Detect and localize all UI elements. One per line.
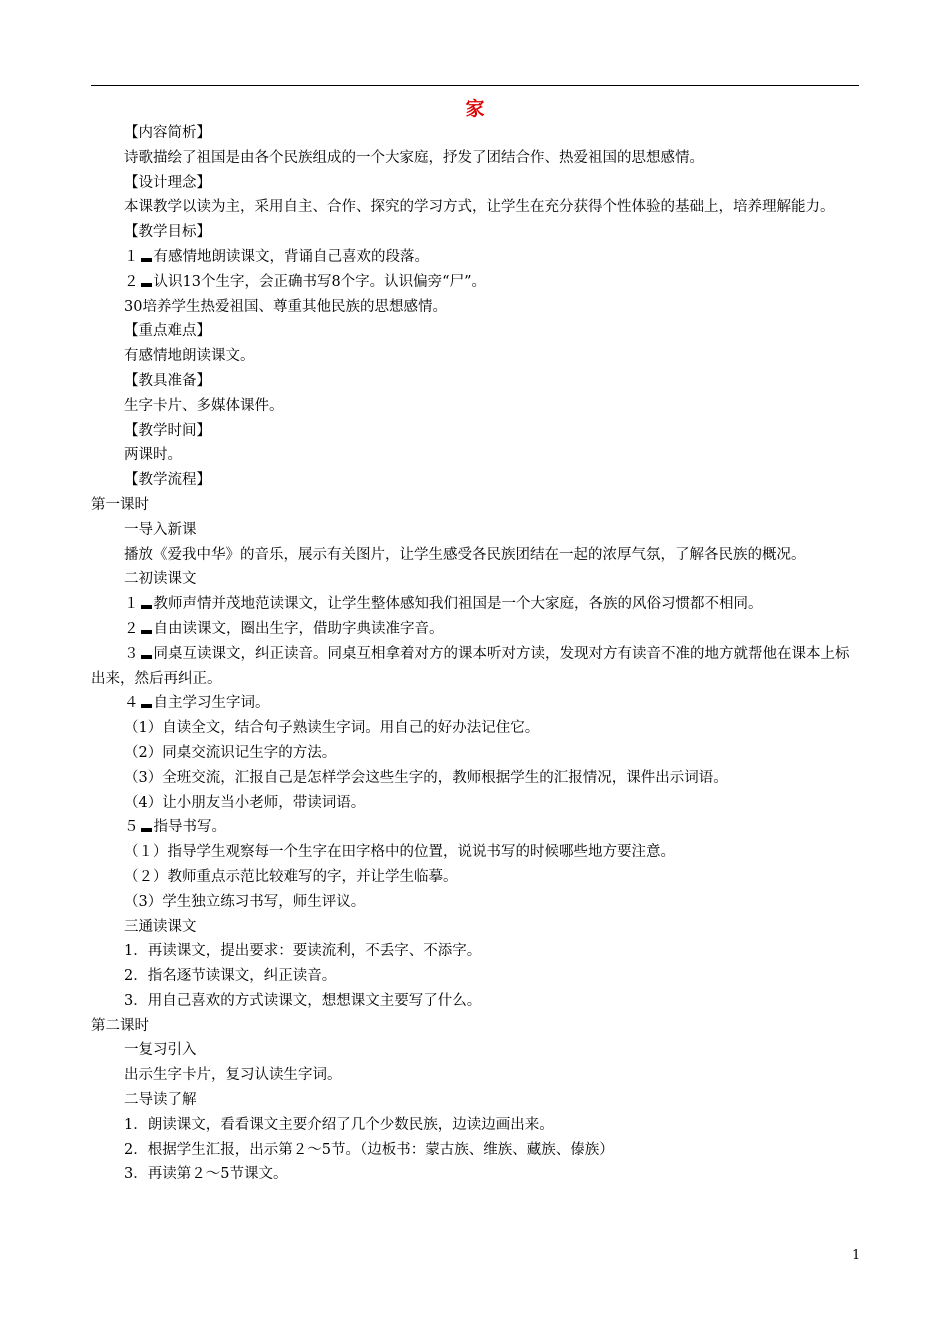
paragraph (91, 915, 861, 940)
paragraph-text: 【重点难点】 (124, 323, 211, 340)
paragraph-text: 出示生字卡片，复习认读生字词。 (124, 1067, 342, 1084)
paragraph-text: 1．再读课文，提出要求：要读流利，不丢字、不添字。 (124, 943, 482, 960)
paragraph-text: 【教具准备】 (124, 372, 211, 389)
paragraph (91, 1014, 861, 1039)
paragraph-text: 二初读课文 (124, 571, 197, 588)
paragraph-text: 播放《爱我中华》的音乐，展示有关图片，让学生感受各民族团结在一起的浓厚气氛，了解各民族的概况。 (124, 546, 806, 563)
list-marker-icon (141, 630, 152, 634)
document-body (91, 121, 861, 1187)
paragraph (91, 964, 861, 989)
paragraph-text: 同桌互读课文，纠正读音。同桌互相拿着对方的课本听对方读，发现对方有读音不准的地方就帮他在课本上标出来，然后再纠正。 (91, 645, 850, 687)
paragraph-text: 【教学流程】 (124, 472, 211, 489)
list-marker-icon (141, 283, 152, 287)
item-number: ２ (124, 273, 139, 290)
paragraph (91, 1138, 861, 1163)
list-marker-icon (141, 258, 152, 262)
paragraph (91, 766, 861, 791)
paragraph-text: 【教学目标】 (124, 224, 211, 241)
list-marker-icon (141, 605, 152, 609)
paragraph-text: 30培养学生热爱祖国、尊重其他民族的思想感情。 (124, 298, 447, 315)
item-number: ２ (124, 620, 139, 637)
list-marker-icon (141, 704, 152, 708)
paragraph-text: 有感情地朗读课文，背诵自己喜欢的段落。 (153, 248, 429, 265)
item-number: １ (124, 596, 139, 613)
paragraph-text: 自主学习生字词。 (153, 695, 270, 712)
paragraph (91, 195, 861, 220)
paragraph-text: 第一课时 (91, 496, 149, 513)
paragraph (91, 1088, 861, 1113)
paragraph-text: （2）同桌交流识记生字的方法。 (124, 744, 337, 761)
paragraph (91, 121, 861, 146)
paragraph (91, 245, 861, 270)
paragraph-text: 教师声情并茂地范读课文，让学生整体感知我们祖国是一个大家庭，各族的风俗习惯都不相同。 (153, 596, 763, 613)
paragraph-text: 认识13个生字，会正确书写8个字。认识偏旁“尸”。 (153, 273, 486, 290)
paragraph (91, 989, 861, 1014)
paragraph (91, 1038, 861, 1063)
item-number: ３ (124, 645, 139, 662)
paragraph-text: 【教学时间】 (124, 422, 211, 439)
paragraph-text: 2．根据学生汇报，出示第２～5节。（边板书：蒙古族、维族、藏族、傣族） (124, 1141, 614, 1158)
paragraph-text: （１）指导学生观察每一个生字在田字格中的位置，说说书写的时候哪些地方要注意。 (124, 844, 675, 861)
paragraph (91, 642, 861, 692)
paragraph (91, 171, 861, 196)
paragraph (91, 1113, 861, 1138)
paragraph (91, 617, 861, 642)
paragraph (91, 815, 861, 840)
paragraph-text: 指导书写。 (153, 819, 226, 836)
paragraph (91, 691, 861, 716)
paragraph-text: 本课教学以读为主，采用自主、合作、探究的学习方式，让学生在充分获得个性体验的基础上，培养理解能力。 (124, 199, 835, 216)
paragraph (91, 493, 861, 518)
paragraph (91, 1063, 861, 1088)
paragraph (91, 518, 861, 543)
paragraph (91, 295, 861, 320)
list-marker-icon (141, 655, 152, 659)
paragraph-text: （4）让小朋友当小老师，带读词语。 (124, 794, 366, 811)
paragraph (91, 394, 861, 419)
paragraph-text: 有感情地朗读课文。 (124, 348, 255, 365)
paragraph (91, 220, 861, 245)
paragraph-text: （1）自读全文，结合句子熟读生字词。用自己的好办法记住它。 (124, 720, 540, 737)
paragraph (91, 344, 861, 369)
item-number: ５ (124, 819, 139, 836)
list-marker-icon (141, 828, 152, 832)
paragraph-text: （3）全班交流，汇报自己是怎样学会这些生字的，教师根据学生的汇报情况，课件出示词语。 (124, 769, 728, 786)
paragraph (91, 270, 861, 295)
item-number: １ (124, 248, 139, 265)
paragraph-text: 1．朗读课文，看看课文主要介绍了几个少数民族，边读边画出来。 (124, 1116, 554, 1133)
paragraph-text: 两课时。 (124, 447, 182, 464)
paragraph (91, 146, 861, 171)
paragraph (91, 443, 861, 468)
paragraph-text: 生字卡片、多媒体课件。 (124, 397, 284, 414)
paragraph (91, 567, 861, 592)
paragraph (91, 865, 861, 890)
paragraph-text: 一复习引入 (124, 1042, 197, 1059)
paragraph-text: 【设计理念】 (124, 174, 211, 191)
header-rule (91, 85, 859, 86)
paragraph (91, 741, 861, 766)
paragraph-text: 一导入新课 (124, 521, 197, 538)
paragraph (91, 1162, 861, 1187)
paragraph (91, 592, 861, 617)
paragraph (91, 716, 861, 741)
paragraph-text: 3．再读第２～5节课文。 (124, 1166, 288, 1183)
paragraph (91, 369, 861, 394)
paragraph-text: 诗歌描绘了祖国是由各个民族组成的一个大家庭，抒发了团结合作、热爱祖国的思想感情。 (124, 149, 704, 166)
paragraph (91, 468, 861, 493)
paragraph-text: 3．用自己喜欢的方式读课文，想想课文主要写了什么。 (124, 992, 482, 1009)
paragraph-text: （3）学生独立练习书写，师生评议。 (124, 893, 366, 910)
paragraph-text: 2．指名逐节读课文，纠正读音。 (124, 968, 337, 985)
paragraph-text: 自由读课文，圈出生字，借助字典读准字音。 (153, 620, 444, 637)
item-number: ４ (124, 695, 139, 712)
page-number: 1 (852, 1248, 861, 1263)
paragraph (91, 890, 861, 915)
paragraph-text: 第二课时 (91, 1017, 149, 1034)
paragraph (91, 543, 861, 568)
paragraph (91, 319, 861, 344)
paragraph-text: 【内容简析】 (124, 125, 211, 141)
document-title: 家 (465, 98, 485, 120)
paragraph-text: 二导读了解 (124, 1092, 197, 1109)
paragraph-text: 三通读课文 (124, 918, 197, 935)
paragraph-text: （２）教师重点示范比较难写的字，并让学生临摹。 (124, 868, 458, 885)
paragraph (91, 791, 861, 816)
paragraph (91, 840, 861, 865)
paragraph (91, 939, 861, 964)
paragraph (91, 419, 861, 444)
